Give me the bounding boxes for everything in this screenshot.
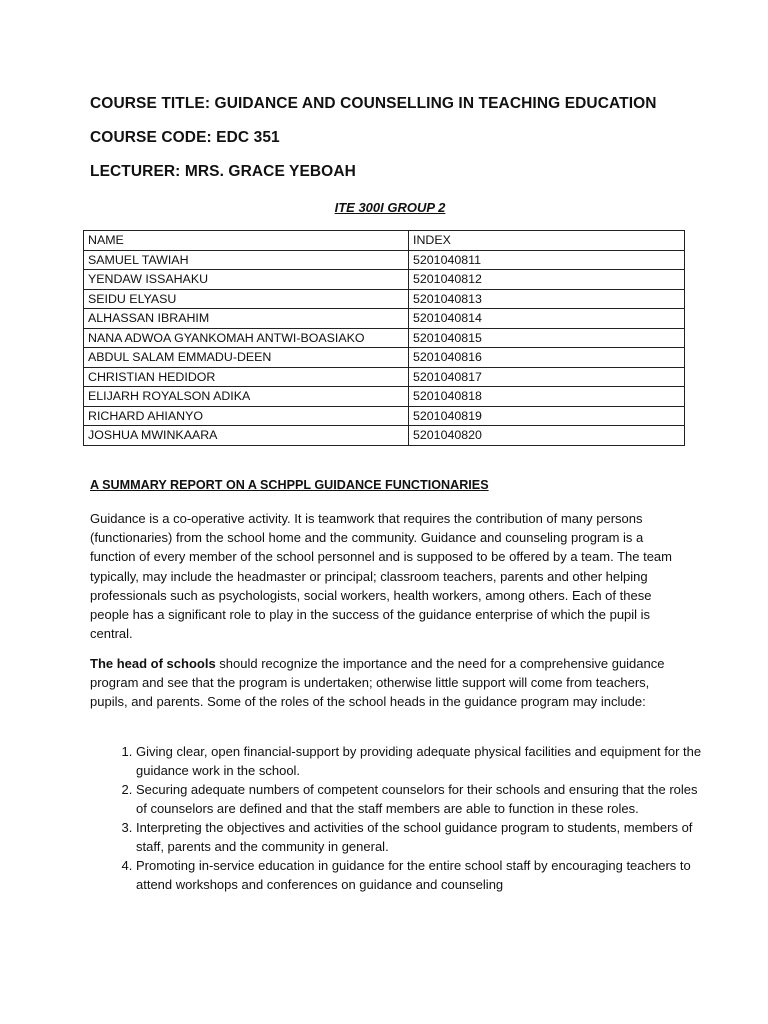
table-row	[84, 328, 685, 348]
paragraph-guidance-intro: Guidance is a co-operative activity. It is teamwork that requires the contribution of many persons (functionaries) from the school home and the community. Guidance and counseling program is a function of every member of the school personnel and is supposed to be offered by a team. The team typically, may include the headmaster or principal; classroom teachers, parents and other helping professionals such as psychologists, social workers, health workers, among others. Each of these people has a significant role to play in the success of the guidance enterprise of which the pupil is central.	[90, 511, 672, 642]
member-name: NANA ADWOA GYANKOMAH ANTWI-BOASIAKO	[84, 328, 409, 348]
member-name: ABDUL SALAM EMMADU-DEEN	[84, 348, 409, 368]
list-item: 2. Securing adequate numbers of competent counselors for their schools and ensuring that the roles of counselors are defined and that the staff members are able to function in these roles.	[136, 780, 708, 818]
member-index: 5201040816	[409, 348, 685, 368]
table-row	[84, 367, 685, 387]
member-name: SAMUEL TAWIAH	[84, 250, 409, 270]
member-index: 5201040815	[409, 328, 685, 348]
summary-title: A SUMMARY REPORT ON A SCHPPL GUIDANCE FUNCTIONARIES	[90, 478, 489, 492]
table-row	[84, 406, 685, 426]
member-index: 5201040820	[409, 426, 685, 446]
member-index: 5201040814	[409, 309, 685, 329]
member-name: SEIDU ELYASU	[84, 289, 409, 309]
member-name: YENDAW ISSAHAKU	[84, 270, 409, 290]
list-item: 4. Promoting in-service education in guidance for the entire school staff by encouraging teachers to attend workshops and conferences on guidance and counseling	[136, 856, 708, 894]
column-header-index: INDEX	[409, 231, 685, 251]
table-row	[84, 289, 685, 309]
head-of-schools-bold: The head of schools	[90, 656, 216, 671]
member-name: CHRISTIAN HEDIDOR	[84, 367, 409, 387]
member-index: 5201040811	[409, 250, 685, 270]
member-index: 5201040817	[409, 367, 685, 387]
course-code: COURSE CODE: EDC 351	[90, 129, 280, 146]
column-header-name: NAME	[84, 231, 409, 251]
member-index: 5201040818	[409, 387, 685, 407]
course-title: COURSE TITLE: GUIDANCE AND COUNSELLING IN TEACHING EDUCATION	[90, 95, 657, 112]
member-name: ELIJARH ROYALSON ADIKA	[84, 387, 409, 407]
paragraph-head-of-schools	[90, 654, 690, 712]
list-item: 1. Giving clear, open financial-support by providing adequate physical facilities and equipment for the guidance work in the school.	[136, 742, 708, 780]
member-name: JOSHUA MWINKAARA	[84, 426, 409, 446]
members-table	[83, 230, 685, 446]
head-roles-list	[112, 742, 708, 894]
lecturer: LECTURER: MRS. GRACE YEBOAH	[90, 163, 356, 180]
table-row	[84, 348, 685, 368]
member-name: RICHARD AHIANYO	[84, 406, 409, 426]
member-index: 5201040813	[409, 289, 685, 309]
member-index: 5201040819	[409, 406, 685, 426]
table-row	[84, 309, 685, 329]
list-item: 3. Interpreting the objectives and activities of the school guidance program to students, members of staff, parents and the community in general.	[136, 818, 708, 856]
table-header-row	[84, 231, 685, 251]
head-of-schools-text: should recognize the importance and the need for a comprehensive guidance program and see that the program is undertaken; otherwise little support will come from teachers, pupils, and parents. Some of the roles of the school heads in the guidance program may include:	[90, 656, 665, 710]
table-row	[84, 426, 685, 446]
table-row	[84, 387, 685, 407]
member-index: 5201040812	[409, 270, 685, 290]
table-row	[84, 250, 685, 270]
member-name: ALHASSAN IBRAHIM	[84, 309, 409, 329]
group-title: ITE 300I GROUP 2	[334, 200, 446, 215]
table-row	[84, 270, 685, 290]
